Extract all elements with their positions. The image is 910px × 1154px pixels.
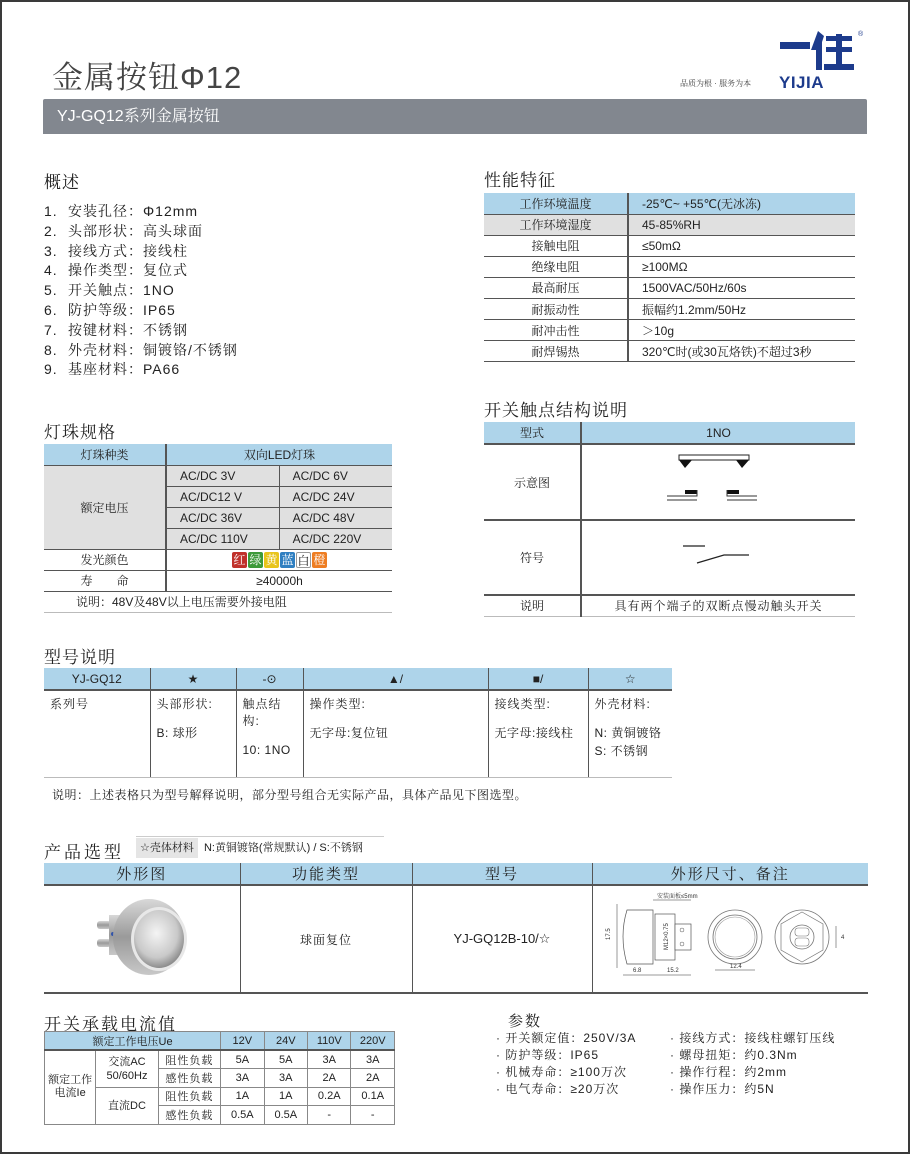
overview-item-text: 头部形状：高头球面 — [68, 222, 203, 239]
performance-row — [484, 193, 855, 214]
led-color-swatch: 黄 — [265, 552, 278, 567]
model-column-title: 系列号 — [50, 697, 90, 711]
no-switch-symbol-icon — [669, 536, 769, 576]
param-item: · 电气寿命：≥20万次 — [496, 1082, 620, 1096]
model-header-cell: ★ — [150, 668, 236, 690]
performance-label: 耐振动性 — [484, 298, 628, 319]
led-heading: 灯珠规格 — [44, 423, 116, 442]
model-table — [44, 668, 672, 778]
dim-thread: M12×0.75 — [664, 923, 671, 950]
model-column-line: 10: 1NO — [242, 743, 291, 757]
current-value: 0.2A — [308, 1087, 351, 1106]
current-voltage-header: 110V — [308, 1032, 351, 1051]
model-column-title: 触点结构: — [242, 697, 282, 728]
dim-panel: 安装面板≤5mm — [657, 894, 698, 900]
current-value: 3A — [221, 1069, 264, 1088]
model-header-cell: -⊙ — [236, 668, 303, 690]
contact-diagram-label: 示意图 — [484, 444, 581, 520]
current-load-type: 阻性负载 — [158, 1087, 220, 1106]
model-column-line: 无字母:接线柱 — [494, 726, 574, 740]
current-value: - — [308, 1106, 351, 1125]
current-load-type: 感性负载 — [158, 1069, 220, 1088]
overview-item-text: 操作类型：复位式 — [68, 262, 188, 279]
led-color-swatch: 绿 — [249, 552, 262, 567]
contact-symbol — [581, 520, 855, 595]
performance-value: ≤50mΩ — [628, 235, 855, 256]
performance-value: 振幅约1.2mm/50Hz — [628, 298, 855, 319]
performance-row — [484, 341, 855, 362]
overview-item — [44, 360, 238, 380]
current-value: 3A — [264, 1069, 307, 1088]
overview-item-number: 3. — [44, 242, 58, 259]
contact-type-value: 1NO — [581, 422, 855, 444]
current-voltage-header: 12V — [221, 1032, 264, 1051]
led-voltage: AC/DC 48V — [279, 507, 392, 528]
performance-label: 最高耐压 — [484, 277, 628, 298]
performance-value: 45-85%RH — [628, 214, 855, 235]
overview-item — [44, 202, 238, 222]
param-item: · 螺母扭矩：约0.3Nm — [670, 1048, 798, 1062]
led-voltage: AC/DC 6V — [279, 465, 392, 486]
model-column-title: 外壳材料: — [594, 697, 651, 711]
led-color-swatches — [166, 549, 392, 570]
model-column — [236, 690, 303, 777]
performance-label: 接触电阻 — [484, 235, 628, 256]
series-banner: YJ-GQ12系列金属按钮 — [43, 99, 867, 134]
led-header-row — [44, 444, 392, 465]
overview-item-number: 8. — [44, 341, 58, 358]
params-left — [496, 1030, 636, 1098]
current-value: 0.1A — [351, 1087, 395, 1106]
led-color-swatch: 红 — [233, 552, 246, 567]
performance-heading: 性能特征 — [484, 171, 556, 190]
param-item: · 防护等级：IP65 — [496, 1048, 600, 1062]
dim-diameter: 12.4 — [730, 964, 742, 970]
performance-row — [484, 320, 855, 341]
overview-item — [44, 261, 238, 281]
led-life-value: ≥40000h — [166, 570, 392, 591]
selection-table — [44, 863, 868, 994]
current-value: 2A — [351, 1069, 395, 1088]
dimension-drawing-cell — [592, 885, 868, 993]
current-table — [44, 1031, 395, 1125]
selection-header-cell: 外形图 — [44, 863, 240, 885]
model-column — [150, 690, 236, 777]
model-header-cell: ☆ — [588, 668, 672, 690]
overview-item — [44, 301, 238, 321]
yijia-logo — [778, 28, 868, 90]
contact-type-label: 型式 — [484, 422, 581, 444]
led-voltage-label: 额定电压 — [44, 465, 166, 549]
model-column — [44, 690, 150, 777]
current-value: - — [351, 1106, 395, 1125]
led-voltage: AC/DC 3V — [166, 465, 279, 486]
dim-height: 17.5 — [606, 928, 613, 940]
current-row-label: 额定工作电流Ie — [45, 1050, 96, 1124]
model-header-cell: YJ-GQ12 — [44, 668, 150, 690]
model-column-line: B: 球形 — [156, 726, 198, 740]
performance-label: 耐焊锡热 — [484, 341, 628, 362]
overview-item-text: 开关触点：1NO — [68, 282, 175, 299]
current-value: 5A — [221, 1050, 264, 1069]
current-group-label: 交流AC 50/60Hz — [96, 1050, 158, 1087]
current-header-label: 额定工作电压Ue — [45, 1032, 221, 1051]
led-color-swatch: 蓝 — [281, 552, 294, 567]
performance-value: ＞10g — [628, 320, 855, 341]
overview-item-number: 2. — [44, 222, 58, 239]
current-value: 3A — [351, 1050, 395, 1069]
current-value: 2A — [308, 1069, 351, 1088]
params-heading: 参数 — [508, 1013, 543, 1030]
contact-diagram — [581, 444, 855, 520]
param-item: · 开关额定值：250V/3A — [496, 1031, 637, 1045]
model-number: YJ-GQ12B-10/☆ — [412, 885, 592, 993]
current-group-label: 直流DC — [96, 1087, 158, 1124]
performance-table — [484, 193, 855, 362]
current-row — [45, 1087, 395, 1106]
performance-value: 1500VAC/50Hz/60s — [628, 277, 855, 298]
current-value: 5A — [264, 1050, 307, 1069]
model-column — [488, 690, 588, 777]
overview-item — [44, 341, 238, 361]
contact-desc-label: 说明 — [484, 595, 581, 616]
params-right — [670, 1030, 835, 1098]
model-note: 说明：上述表格只为型号解释说明，部分型号组合无实际产品，具体产品见下图选型。 — [52, 788, 528, 802]
model-header-cell: ■/ — [488, 668, 588, 690]
led-type-label: 灯珠种类 — [44, 444, 166, 465]
model-column-line: S: 不锈钢 — [594, 744, 649, 758]
model-column-title: 头部形状: — [156, 697, 213, 711]
current-row — [45, 1050, 395, 1069]
model-heading: 型号说明 — [44, 648, 116, 667]
model-column-line: N: 黄铜镀铬 — [594, 726, 662, 740]
selection-heading: 产品选型 — [44, 843, 124, 862]
contact-heading: 开关触点结构说明 — [484, 401, 628, 420]
performance-row — [484, 298, 855, 319]
overview-item-text: 安装孔径：Φ12mm — [68, 203, 199, 219]
led-color-label: 发光颜色 — [44, 549, 166, 570]
led-voltage: AC/DC 110V — [166, 528, 279, 549]
overview-item — [44, 321, 238, 341]
model-column — [588, 690, 672, 777]
current-value: 1A — [264, 1087, 307, 1106]
performance-value: ≥100MΩ — [628, 256, 855, 277]
overview-list — [44, 202, 238, 380]
performance-row — [484, 256, 855, 277]
led-voltage: AC/DC 36V — [166, 507, 279, 528]
material-tag — [136, 836, 384, 858]
function-type: 球面复位 — [240, 885, 412, 993]
param-item: · 操作行程：约2mm — [670, 1065, 787, 1079]
page-title: 金属按钮Φ12 — [52, 60, 243, 95]
product-image-cell — [44, 885, 240, 993]
overview-item-text: 按键材料：不锈钢 — [68, 321, 188, 338]
contact-symbol-label: 符号 — [484, 520, 581, 595]
model-column-title: 操作类型: — [309, 697, 366, 711]
contact-desc-value: 具有两个端子的双断点慢动触头开关 — [581, 595, 855, 616]
led-color-swatch: 白 — [297, 553, 310, 568]
overview-item-number: 5. — [44, 282, 58, 299]
led-life-label: 寿 命 — [44, 570, 166, 591]
led-note: 说明：48V及48V以上电压需要外接电阻 — [44, 591, 392, 612]
performance-label: 耐冲击性 — [484, 320, 628, 341]
model-column — [303, 690, 488, 777]
current-value: 3A — [308, 1050, 351, 1069]
overview-item-number: 6. — [44, 301, 58, 318]
led-voltage: AC/DC 220V — [279, 528, 392, 549]
param-item: · 接线方式：接线柱螺钉压线 — [670, 1031, 836, 1045]
material-tag-label: ☆壳体材料 — [136, 838, 198, 858]
overview-item-number: 4. — [44, 262, 58, 279]
led-voltage: AC/DC 24V — [279, 486, 392, 507]
current-load-type: 阻性负载 — [158, 1050, 220, 1069]
overview-item-text: 接线方式：接线柱 — [68, 242, 188, 259]
current-heading: 开关承载电流值 — [44, 1015, 177, 1034]
selection-header-cell: 功能类型 — [240, 863, 412, 885]
performance-value: 320℃时(或30瓦烙铁)不超过3秒 — [628, 341, 855, 362]
overview-item-number: 1. — [44, 203, 58, 219]
performance-value: -25℃~ +55℃(无冰冻) — [628, 193, 855, 214]
param-item: · 机械寿命：≥100万次 — [496, 1065, 627, 1079]
current-load-type: 感性负载 — [158, 1106, 220, 1125]
overview-item-number: 9. — [44, 361, 58, 378]
current-value: 0.5A — [221, 1106, 264, 1125]
overview-item-text: 基座材料：PA66 — [68, 361, 181, 378]
led-type-value: 双向LED灯珠 — [166, 444, 392, 465]
slogan: 品质为根 · 服务为本 — [680, 79, 752, 88]
model-column-title: 接线类型: — [494, 697, 551, 711]
performance-label: 工作环境湿度 — [484, 214, 628, 235]
model-column-line: 无字母:复位钮 — [309, 726, 389, 740]
svg-text:YIJIA: YIJIA — [779, 73, 825, 90]
svg-text:®: ® — [858, 31, 864, 38]
performance-label: 绝缘电阻 — [484, 256, 628, 277]
contact-diagram-icon — [659, 451, 779, 511]
material-tag-value: N:黄铜镀铬(常规默认) / S:不锈钢 — [203, 842, 363, 854]
performance-row — [484, 235, 855, 256]
current-voltage-header: 220V — [351, 1032, 395, 1051]
performance-label: 工作环境温度 — [484, 193, 628, 214]
led-color-swatch: 橙 — [313, 552, 326, 567]
selection-header-cell: 外形尺寸、备注 — [592, 863, 868, 885]
overview-item-number: 7. — [44, 321, 58, 338]
model-header-cell: ▲/ — [303, 668, 488, 690]
dimension-drawing — [605, 890, 855, 985]
dim-len-b: 15.2 — [667, 968, 679, 974]
overview-heading: 概述 — [44, 173, 80, 192]
overview-item-text: 防护等级：IP65 — [68, 301, 176, 318]
led-voltage: AC/DC12 V — [166, 486, 279, 507]
contact-table — [484, 422, 855, 617]
push-button-image — [87, 893, 197, 983]
current-value: 1A — [221, 1087, 264, 1106]
performance-row — [484, 214, 855, 235]
dim-terminal: 4 — [841, 935, 845, 941]
led-table — [44, 444, 392, 613]
param-item: · 操作压力：约5N — [670, 1082, 775, 1096]
current-voltage-header: 24V — [264, 1032, 307, 1051]
selection-header-cell: 型号 — [412, 863, 592, 885]
overview-item — [44, 242, 238, 262]
current-header-row — [45, 1032, 395, 1051]
current-value: 0.5A — [264, 1106, 307, 1125]
overview-item — [44, 222, 238, 242]
dim-len-a: 6.8 — [633, 968, 642, 974]
performance-row — [484, 277, 855, 298]
overview-item — [44, 281, 238, 301]
overview-item-text: 外壳材料：铜镀铬/不锈钢 — [68, 341, 238, 358]
